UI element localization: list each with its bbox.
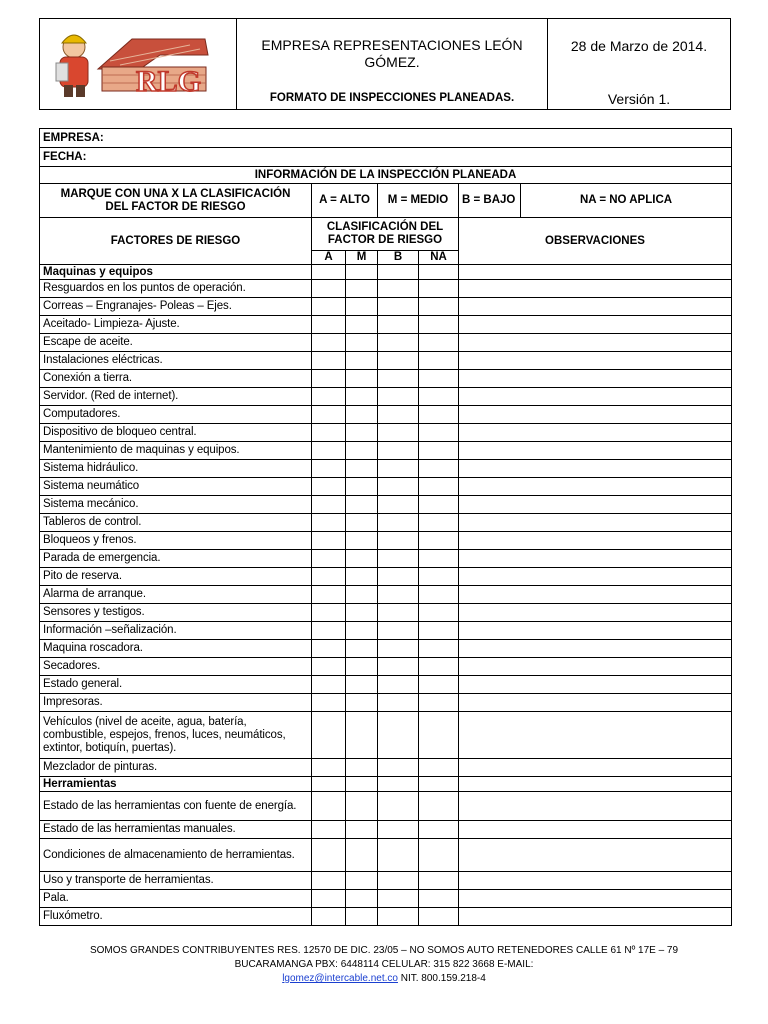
rating-checkbox-a[interactable] bbox=[312, 478, 346, 496]
observation-field[interactable] bbox=[459, 298, 732, 316]
rating-checkbox-a[interactable] bbox=[312, 872, 346, 890]
risk-factor-label: Impresoras. bbox=[40, 694, 312, 712]
observation-field[interactable] bbox=[459, 370, 732, 388]
risk-factor-row bbox=[40, 532, 732, 550]
observation-field[interactable] bbox=[459, 908, 732, 926]
rating-checkbox-na[interactable] bbox=[419, 890, 459, 908]
risk-factor-label: Información –señalización. bbox=[40, 622, 312, 640]
subcol-b: B bbox=[378, 251, 419, 265]
observation-field[interactable] bbox=[459, 568, 732, 586]
observation-field[interactable] bbox=[459, 586, 732, 604]
rating-checkbox-na[interactable] bbox=[419, 388, 459, 406]
rating-checkbox-na[interactable] bbox=[419, 622, 459, 640]
risk-factor-row bbox=[40, 839, 732, 872]
rating-checkbox-m[interactable] bbox=[346, 821, 378, 839]
rating-checkbox-m[interactable] bbox=[346, 658, 378, 676]
rating-checkbox-m[interactable] bbox=[346, 604, 378, 622]
rating-checkbox-b[interactable] bbox=[378, 890, 419, 908]
rating-checkbox-na[interactable] bbox=[419, 496, 459, 514]
rating-checkbox-na[interactable] bbox=[419, 406, 459, 424]
rating-cell bbox=[378, 777, 419, 792]
risk-factor-row bbox=[40, 298, 732, 316]
risk-factor-label: Secadores. bbox=[40, 658, 312, 676]
observation-field[interactable] bbox=[459, 352, 732, 370]
document-date: 28 de Marzo de 2014. bbox=[570, 38, 708, 54]
observation-field[interactable] bbox=[459, 640, 732, 658]
risk-factor-label: Maquina roscadora. bbox=[40, 640, 312, 658]
observation-field[interactable] bbox=[459, 316, 732, 334]
rating-checkbox-na[interactable] bbox=[419, 370, 459, 388]
rating-checkbox-m[interactable] bbox=[346, 872, 378, 890]
rating-checkbox-a[interactable] bbox=[312, 890, 346, 908]
risk-factor-label: Uso y transporte de herramientas. bbox=[40, 872, 312, 890]
footer-line-1: SOMOS GRANDES CONTRIBUYENTES RES. 12570 DE DIC. 23/05 – NO SOMOS AUTO RETENEDORES CALLE 61 Nº 17E – 79 bbox=[89, 945, 679, 956]
rating-checkbox-b[interactable] bbox=[378, 550, 419, 568]
rating-checkbox-a[interactable] bbox=[312, 712, 346, 759]
observation-field[interactable] bbox=[459, 694, 732, 712]
rating-checkbox-a[interactable] bbox=[312, 334, 346, 352]
risk-factor-row bbox=[40, 388, 732, 406]
rating-checkbox-na[interactable] bbox=[419, 676, 459, 694]
risk-factor-label: Sensores y testigos. bbox=[40, 604, 312, 622]
observation-field[interactable] bbox=[459, 478, 732, 496]
rating-checkbox-b[interactable] bbox=[378, 460, 419, 478]
rating-checkbox-na[interactable] bbox=[419, 316, 459, 334]
rating-checkbox-b[interactable] bbox=[378, 496, 419, 514]
risk-factor-label: Pito de reserva. bbox=[40, 568, 312, 586]
rating-cell bbox=[346, 777, 378, 792]
rating-checkbox-b[interactable] bbox=[378, 839, 419, 872]
risk-factor-row bbox=[40, 676, 732, 694]
footer-email-link[interactable]: lgomez@intercable.net.co bbox=[282, 973, 398, 984]
rating-checkbox-b[interactable] bbox=[378, 334, 419, 352]
rating-cell bbox=[378, 265, 419, 280]
rating-checkbox-m[interactable] bbox=[346, 640, 378, 658]
format-title: FORMATO DE INSPECCIONES PLANEADAS. bbox=[269, 92, 515, 104]
rating-checkbox-a[interactable] bbox=[312, 316, 346, 334]
rating-checkbox-m[interactable] bbox=[346, 839, 378, 872]
risk-factor-row bbox=[40, 622, 732, 640]
rating-checkbox-a[interactable] bbox=[312, 550, 346, 568]
rating-checkbox-na[interactable] bbox=[419, 424, 459, 442]
risk-factor-row bbox=[40, 694, 732, 712]
rating-checkbox-a[interactable] bbox=[312, 604, 346, 622]
rating-checkbox-b[interactable] bbox=[378, 759, 419, 777]
category-row bbox=[40, 265, 732, 280]
rating-checkbox-b[interactable] bbox=[378, 676, 419, 694]
observation-field[interactable] bbox=[459, 890, 732, 908]
rating-checkbox-m[interactable] bbox=[346, 890, 378, 908]
rating-checkbox-m[interactable] bbox=[346, 694, 378, 712]
risk-factor-row bbox=[40, 759, 732, 777]
risk-factor-row bbox=[40, 316, 732, 334]
company-name: EMPRESA REPRESENTACIONES LEÓN GÓMEZ. bbox=[261, 37, 523, 70]
risk-factor-row bbox=[40, 478, 732, 496]
risk-factor-row bbox=[40, 604, 732, 622]
risk-factor-row bbox=[40, 334, 732, 352]
rating-checkbox-na[interactable] bbox=[419, 759, 459, 777]
rating-checkbox-m[interactable] bbox=[346, 792, 378, 821]
rating-checkbox-b[interactable] bbox=[378, 298, 419, 316]
rating-checkbox-m[interactable] bbox=[346, 496, 378, 514]
subcol-na: NA bbox=[419, 251, 459, 265]
rating-checkbox-b[interactable] bbox=[378, 370, 419, 388]
logo-cell bbox=[40, 19, 237, 109]
rating-checkbox-m[interactable] bbox=[346, 280, 378, 298]
rating-checkbox-na[interactable] bbox=[419, 550, 459, 568]
observation-field[interactable] bbox=[459, 792, 732, 821]
rating-checkbox-na[interactable] bbox=[419, 586, 459, 604]
risk-factor-label: Estado de las herramientas manuales. bbox=[40, 821, 312, 839]
rating-checkbox-na[interactable] bbox=[419, 839, 459, 872]
rating-checkbox-b[interactable] bbox=[378, 658, 419, 676]
risk-factor-label: Tableros de control. bbox=[40, 514, 312, 532]
risk-factor-row bbox=[40, 370, 732, 388]
rating-checkbox-a[interactable] bbox=[312, 586, 346, 604]
rating-checkbox-b[interactable] bbox=[378, 514, 419, 532]
observation-field[interactable] bbox=[459, 406, 732, 424]
rating-checkbox-m[interactable] bbox=[346, 550, 378, 568]
rating-checkbox-na[interactable] bbox=[419, 532, 459, 550]
observation-cell bbox=[459, 777, 732, 792]
risk-factor-label: Resguardos en los puntos de operación. bbox=[40, 280, 312, 298]
rating-checkbox-a[interactable] bbox=[312, 280, 346, 298]
rating-checkbox-m[interactable] bbox=[346, 370, 378, 388]
rating-checkbox-m[interactable] bbox=[346, 478, 378, 496]
rating-checkbox-a[interactable] bbox=[312, 640, 346, 658]
rating-checkbox-m[interactable] bbox=[346, 406, 378, 424]
rating-checkbox-a[interactable] bbox=[312, 908, 346, 926]
rating-checkbox-a[interactable] bbox=[312, 460, 346, 478]
risk-factor-label: Instalaciones eléctricas. bbox=[40, 352, 312, 370]
rating-checkbox-b[interactable] bbox=[378, 821, 419, 839]
instruction-text: MARQUE CON UNA X LA CLASIFICACIÓN DEL FACTOR DE RIESGO bbox=[40, 184, 312, 218]
columns-header-row bbox=[40, 218, 732, 251]
risk-factor-row bbox=[40, 514, 732, 532]
legend-medio: M = MEDIO bbox=[378, 184, 459, 218]
risk-factor-label: Aceitado- Limpieza- Ajuste. bbox=[40, 316, 312, 334]
rating-checkbox-na[interactable] bbox=[419, 280, 459, 298]
risk-factor-row bbox=[40, 821, 732, 839]
risk-factor-label: Fluxómetro. bbox=[40, 908, 312, 926]
footer-nit: NIT. 800.159.218-4 bbox=[397, 973, 486, 984]
observation-field[interactable] bbox=[459, 424, 732, 442]
rating-checkbox-na[interactable] bbox=[419, 792, 459, 821]
risk-factor-label: Pala. bbox=[40, 890, 312, 908]
risk-factor-row bbox=[40, 496, 732, 514]
empresa-field[interactable] bbox=[40, 129, 732, 148]
rating-checkbox-b[interactable] bbox=[378, 792, 419, 821]
risk-factor-row bbox=[40, 872, 732, 890]
risk-factor-label: Sistema mecánico. bbox=[40, 496, 312, 514]
rating-checkbox-na[interactable] bbox=[419, 712, 459, 759]
rating-checkbox-m[interactable] bbox=[346, 759, 378, 777]
rating-checkbox-b[interactable] bbox=[378, 532, 419, 550]
rating-cell bbox=[419, 265, 459, 280]
risk-factor-row bbox=[40, 568, 732, 586]
rating-checkbox-b[interactable] bbox=[378, 604, 419, 622]
empresa-label: EMPRESA: bbox=[43, 131, 104, 144]
rating-checkbox-a[interactable] bbox=[312, 658, 346, 676]
rating-cell bbox=[346, 265, 378, 280]
rating-checkbox-m[interactable] bbox=[346, 676, 378, 694]
risk-factor-row bbox=[40, 460, 732, 478]
rating-checkbox-b[interactable] bbox=[378, 442, 419, 460]
document-header bbox=[39, 18, 731, 110]
observation-field[interactable] bbox=[459, 821, 732, 839]
rating-checkbox-na[interactable] bbox=[419, 478, 459, 496]
rating-checkbox-a[interactable] bbox=[312, 514, 346, 532]
rating-checkbox-a[interactable] bbox=[312, 496, 346, 514]
risk-factor-label: Dispositivo de bloqueo central. bbox=[40, 424, 312, 442]
empresa-row bbox=[40, 129, 732, 148]
risk-factor-label: Correas – Engranajes- Poleas – Ejes. bbox=[40, 298, 312, 316]
rating-checkbox-m[interactable] bbox=[346, 712, 378, 759]
rating-checkbox-a[interactable] bbox=[312, 442, 346, 460]
risk-factor-label: Alarma de arranque. bbox=[40, 586, 312, 604]
risk-factor-row bbox=[40, 550, 732, 568]
rating-checkbox-b[interactable] bbox=[378, 586, 419, 604]
subcol-m: M bbox=[346, 251, 378, 265]
rating-cell bbox=[312, 265, 346, 280]
rating-checkbox-m[interactable] bbox=[346, 514, 378, 532]
risk-factor-label: Bloqueos y frenos. bbox=[40, 532, 312, 550]
legend-na: NA = NO APLICA bbox=[521, 184, 732, 218]
company-logo bbox=[40, 19, 236, 111]
rating-checkbox-na[interactable] bbox=[419, 604, 459, 622]
rating-checkbox-b[interactable] bbox=[378, 568, 419, 586]
observation-field[interactable] bbox=[459, 496, 732, 514]
observation-field[interactable] bbox=[459, 622, 732, 640]
observation-field[interactable] bbox=[459, 388, 732, 406]
rating-checkbox-na[interactable] bbox=[419, 640, 459, 658]
rating-checkbox-a[interactable] bbox=[312, 694, 346, 712]
rating-checkbox-b[interactable] bbox=[378, 712, 419, 759]
observation-field[interactable] bbox=[459, 712, 732, 759]
category-label: Herramientas bbox=[40, 777, 312, 792]
rating-checkbox-b[interactable] bbox=[378, 640, 419, 658]
observation-cell bbox=[459, 265, 732, 280]
rating-checkbox-na[interactable] bbox=[419, 568, 459, 586]
legend-bajo: B = BAJO bbox=[459, 184, 521, 218]
observation-field[interactable] bbox=[459, 839, 732, 872]
rating-checkbox-na[interactable] bbox=[419, 298, 459, 316]
observation-field[interactable] bbox=[459, 872, 732, 890]
risk-factor-row bbox=[40, 442, 732, 460]
rating-checkbox-m[interactable] bbox=[346, 460, 378, 478]
risk-factor-row bbox=[40, 280, 732, 298]
observation-field[interactable] bbox=[459, 442, 732, 460]
rating-checkbox-m[interactable] bbox=[346, 424, 378, 442]
observation-field[interactable] bbox=[459, 460, 732, 478]
observation-field[interactable] bbox=[459, 759, 732, 777]
section-title-row bbox=[40, 167, 732, 184]
risk-factor-label: Escape de aceite. bbox=[40, 334, 312, 352]
rating-checkbox-m[interactable] bbox=[346, 298, 378, 316]
observation-field[interactable] bbox=[459, 532, 732, 550]
rating-checkbox-a[interactable] bbox=[312, 821, 346, 839]
risk-factor-row bbox=[40, 890, 732, 908]
rating-checkbox-a[interactable] bbox=[312, 424, 346, 442]
observation-field[interactable] bbox=[459, 334, 732, 352]
category-label: Maquinas y equipos bbox=[40, 265, 312, 280]
fecha-label: FECHA: bbox=[43, 150, 87, 163]
risk-factor-row bbox=[40, 406, 732, 424]
rating-checkbox-na[interactable] bbox=[419, 872, 459, 890]
document-version: Versión 1. bbox=[607, 91, 671, 107]
rating-checkbox-b[interactable] bbox=[378, 352, 419, 370]
legend-row bbox=[40, 184, 732, 218]
risk-factor-label: Mezclador de pinturas. bbox=[40, 759, 312, 777]
rating-checkbox-b[interactable] bbox=[378, 908, 419, 926]
rating-cell bbox=[312, 777, 346, 792]
rating-checkbox-na[interactable] bbox=[419, 442, 459, 460]
risk-factor-row bbox=[40, 586, 732, 604]
observation-field[interactable] bbox=[459, 676, 732, 694]
rating-checkbox-m[interactable] bbox=[346, 568, 378, 586]
section-title: INFORMACIÓN DE LA INSPECCIÓN PLANEADA bbox=[40, 167, 732, 184]
rating-checkbox-a[interactable] bbox=[312, 568, 346, 586]
observation-field[interactable] bbox=[459, 658, 732, 676]
risk-factor-label: Mantenimiento de maquinas y equipos. bbox=[40, 442, 312, 460]
rating-checkbox-a[interactable] bbox=[312, 676, 346, 694]
rating-checkbox-m[interactable] bbox=[346, 586, 378, 604]
rating-checkbox-m[interactable] bbox=[346, 908, 378, 926]
legend-alto: A = ALTO bbox=[312, 184, 378, 218]
col-observaciones-header: OBSERVACIONES bbox=[459, 218, 732, 265]
rating-checkbox-m[interactable] bbox=[346, 316, 378, 334]
rating-checkbox-m[interactable] bbox=[346, 388, 378, 406]
risk-factor-row bbox=[40, 792, 732, 821]
logo-letters: RLG bbox=[136, 65, 202, 98]
rating-checkbox-m[interactable] bbox=[346, 622, 378, 640]
rating-checkbox-b[interactable] bbox=[378, 406, 419, 424]
risk-factor-label: Parada de emergencia. bbox=[40, 550, 312, 568]
rating-checkbox-b[interactable] bbox=[378, 424, 419, 442]
risk-factor-row bbox=[40, 352, 732, 370]
rating-checkbox-na[interactable] bbox=[419, 460, 459, 478]
risk-factor-label: Estado general. bbox=[40, 676, 312, 694]
rating-checkbox-m[interactable] bbox=[346, 352, 378, 370]
rating-checkbox-m[interactable] bbox=[346, 532, 378, 550]
rating-checkbox-na[interactable] bbox=[419, 908, 459, 926]
category-row bbox=[40, 777, 732, 792]
rating-checkbox-a[interactable] bbox=[312, 388, 346, 406]
rating-checkbox-b[interactable] bbox=[378, 622, 419, 640]
fecha-field[interactable] bbox=[40, 148, 732, 167]
fecha-row bbox=[40, 148, 732, 167]
rating-checkbox-a[interactable] bbox=[312, 532, 346, 550]
rating-cell bbox=[419, 777, 459, 792]
observation-field[interactable] bbox=[459, 604, 732, 622]
rating-checkbox-na[interactable] bbox=[419, 658, 459, 676]
subcol-a: A bbox=[312, 251, 346, 265]
rating-checkbox-a[interactable] bbox=[312, 370, 346, 388]
risk-factor-label: Servidor. (Red de internet). bbox=[40, 388, 312, 406]
rating-checkbox-a[interactable] bbox=[312, 298, 346, 316]
rating-checkbox-b[interactable] bbox=[378, 694, 419, 712]
rating-checkbox-a[interactable] bbox=[312, 622, 346, 640]
rating-checkbox-b[interactable] bbox=[378, 388, 419, 406]
col-clasificacion-header: CLASIFICACIÓN DEL FACTOR DE RIESGO bbox=[312, 218, 459, 251]
inspection-table bbox=[39, 128, 732, 926]
rating-checkbox-m[interactable] bbox=[346, 442, 378, 460]
rating-checkbox-a[interactable] bbox=[312, 759, 346, 777]
risk-factor-label: Vehículos (nivel de aceite, agua, batería, combustible, espejos, frenos, luces, neumáticos, extintor, botiquín, puertas). bbox=[40, 712, 312, 759]
rating-checkbox-a[interactable] bbox=[312, 792, 346, 821]
rating-checkbox-na[interactable] bbox=[419, 821, 459, 839]
header-right-cell bbox=[548, 19, 730, 109]
footer-line-3 bbox=[0, 972, 768, 985]
risk-factor-label: Computadores. bbox=[40, 406, 312, 424]
rating-checkbox-na[interactable] bbox=[419, 352, 459, 370]
observation-field[interactable] bbox=[459, 514, 732, 532]
rating-checkbox-na[interactable] bbox=[419, 694, 459, 712]
risk-factor-row bbox=[40, 712, 732, 759]
risk-factor-label: Sistema neumático bbox=[40, 478, 312, 496]
rating-checkbox-b[interactable] bbox=[378, 872, 419, 890]
risk-factor-row bbox=[40, 424, 732, 442]
risk-factor-label: Estado de las herramientas con fuente de energía. bbox=[40, 792, 312, 821]
risk-factor-row bbox=[40, 658, 732, 676]
observation-field[interactable] bbox=[459, 280, 732, 298]
rating-checkbox-b[interactable] bbox=[378, 478, 419, 496]
risk-factor-label: Condiciones de almacenamiento de herramientas. bbox=[40, 839, 312, 872]
col-factores-header: FACTORES DE RIESGO bbox=[40, 218, 312, 265]
header-center-cell bbox=[237, 19, 548, 109]
risk-factor-row bbox=[40, 640, 732, 658]
rating-checkbox-b[interactable] bbox=[378, 280, 419, 298]
rating-checkbox-a[interactable] bbox=[312, 839, 346, 872]
rating-checkbox-a[interactable] bbox=[312, 406, 346, 424]
risk-factor-label: Sistema hidráulico. bbox=[40, 460, 312, 478]
rating-checkbox-na[interactable] bbox=[419, 334, 459, 352]
rating-checkbox-m[interactable] bbox=[346, 334, 378, 352]
footer-line-2: BUCARAMANGA PBX: 6448114 CELULAR: 315 822 3668 E-MAIL: bbox=[234, 959, 534, 970]
rating-checkbox-b[interactable] bbox=[378, 316, 419, 334]
observation-field[interactable] bbox=[459, 550, 732, 568]
rating-checkbox-a[interactable] bbox=[312, 352, 346, 370]
rating-checkbox-na[interactable] bbox=[419, 514, 459, 532]
risk-factor-label: Conexión a tierra. bbox=[40, 370, 312, 388]
risk-factor-row bbox=[40, 908, 732, 926]
